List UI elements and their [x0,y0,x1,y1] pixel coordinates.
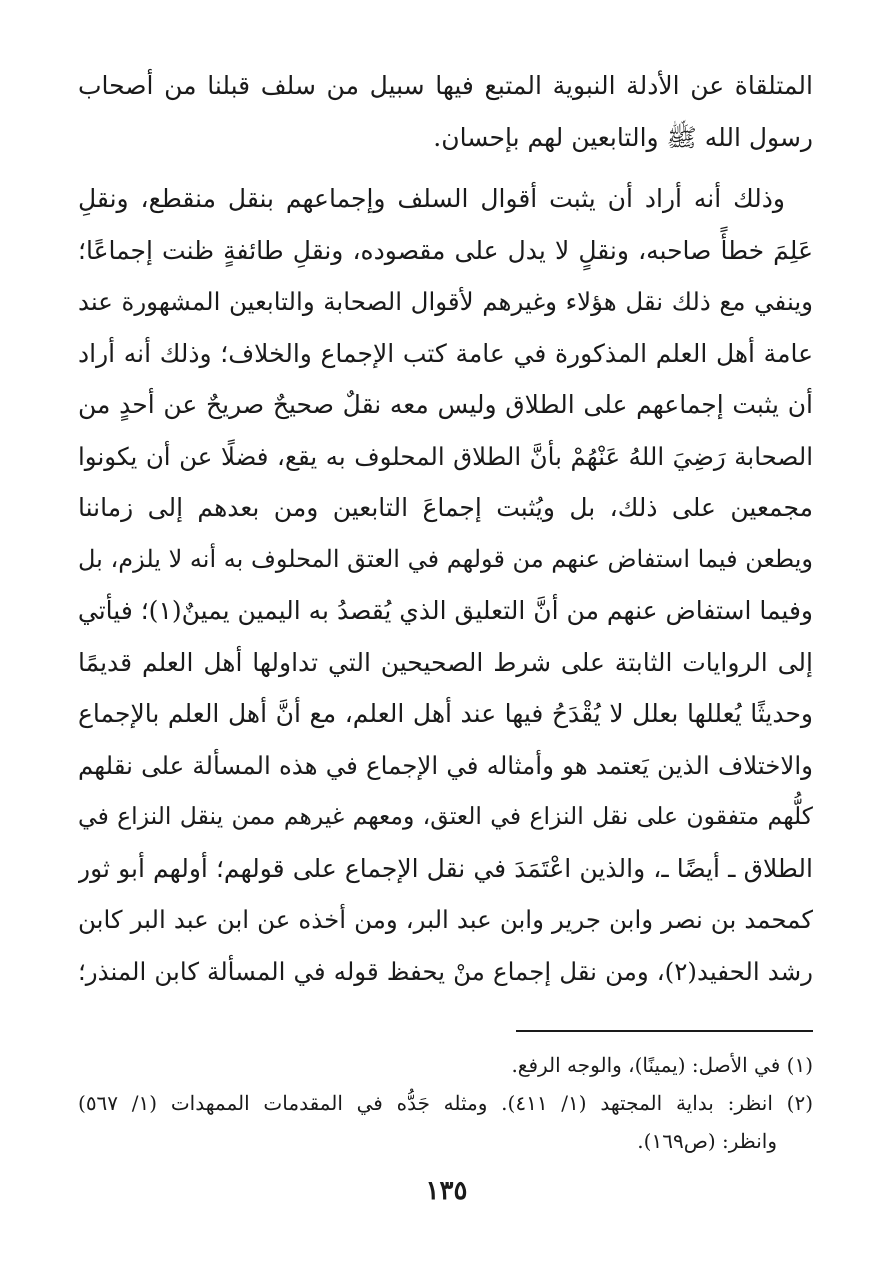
main-text [78,60,813,997]
text-line: الصحابة رَضِيَ اللهُ عَنْهُمْ بأنَّ الطلاق المحلوف به يقع، فضلًا عن أن يكونوا [78,441,813,471]
text-line: كمحمد بن نصر وابن جرير وابن عبد البر، ومن أخذه عن ابن عبد البر كابن [78,905,813,934]
text-line: وينفي مع ذلك نقل هؤلاء وغيرهم لأقوال الصحابة والتابعين المشهورة عند [78,287,813,316]
text-line: رسول الله ﷺ والتابعين لهم بإحسان. [433,122,813,152]
text-line: كلُّهم متفقون على نقل النزاع في العتق، ومعهم غيرهم ممن ينقل النزاع في [78,802,813,830]
text-line: إلى الروايات الثابتة على شرط الصحيحين التي تداولها أهل العلم قديمًا [78,647,813,677]
footnote-1: (١) في الأصل: (يمينًا)، والوجه الرفع. [511,1053,813,1077]
paragraph-gap [78,163,813,173]
text-line: وفيما استفاض عنهم من أنَّ التعليق الذي يُقصدُ به اليمين يمينٌ(١)؛ فيأتي [78,596,813,625]
text-line: عَلِمَ خطأً صاحبه، ونقلٍ لا يدل على مقصوده، ونقلِ طائفةٍ ظنت إجماعًا؛ [78,235,813,265]
text-line: والاختلاف الذين يَعتمد هو وأمثاله في الإجماع في هذه المسألة على نقلهم [78,750,813,780]
footnotes [78,1046,813,1160]
text-line: وحديثًا يُعللها بعلل لا يُقْدَحُ فيها عند أهل العلم، مع أنَّ أهل العلم بالإجماع [78,699,813,728]
text-line: رشد الحفيد(٢)، ومن نقل إجماع منْ يحفظ قوله في المسألة كابن المنذر؛ [78,956,813,986]
footnote-separator [516,1030,813,1032]
text-line: المتلقاة عن الأدلة النبوية المتبع فيها سبيل من سلف قبلنا من أصحاب [78,71,813,100]
paragraph-2 [78,173,813,997]
text-line: عامة أهل العلم المذكورة في عامة كتب الإجماع والخلاف؛ وذلك أنه أراد [78,338,813,368]
footnote-2: (٢) انظر: بداية المجتهد (١/ ٤١١). ومثله جَدُّه في المقدمات الممهدات (١/ ٥٦٧) [78,1091,813,1115]
text-line: ويطعن فيما استفاض عنهم من قولهم في العتق المحلوف به أنه لا يلزم، بل [78,544,813,573]
text-line: وذلك أنه أراد أن يثبت أقوال السلف وإجماعهم بنقل منقطع، ونقلِ [78,184,785,213]
text-line: مجمعين على ذلك، بل ويُثبت إجماعَ التابعين ومن بعدهم إلى زماننا [78,493,813,522]
paragraph-1 [78,60,813,163]
page-number: ١٣٥ [425,1176,468,1206]
text-line: أن يثبت إجماعهم على الطلاق وليس معه نقلٌ صحيحٌ صريحٌ عن أحدٍ من [78,390,813,419]
footnote-2-continuation: وانظر: (ص١٦٩). [637,1129,777,1153]
text-line: الطلاق ـ أيضًا ـ، والذين اعْتَمَدَ في نقل الإجماع على قولهم؛ أولهم أبو ثور [78,853,813,883]
